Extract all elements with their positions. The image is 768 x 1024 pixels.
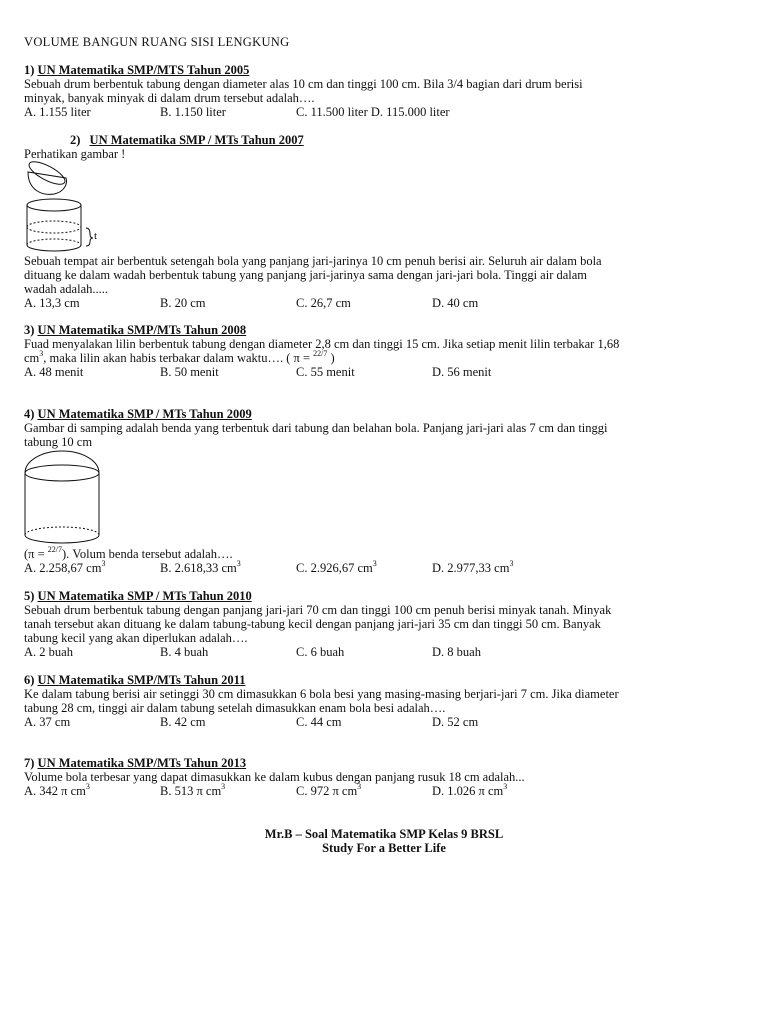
- question-2-header: [70, 133, 304, 147]
- pi-fraction: 22/7: [47, 544, 63, 554]
- question-7-option-b[interactable]: [160, 781, 226, 798]
- question-3-text-line2-body: , maka lilin akan habis terbakar dalam waktu…. ( π =: [43, 351, 314, 365]
- question-6-option-b[interactable]: B. 42 cm: [160, 715, 206, 729]
- question-4-text-after-body: ). Volum benda tersebut adalah….: [62, 547, 233, 561]
- question-6-option-a[interactable]: A. 37 cm: [24, 715, 71, 729]
- cylinder-hemisphere-figure: [24, 449, 102, 547]
- question-header-title: UN Matematika SMP / MTs Tahun 2009: [37, 407, 252, 421]
- unit-exponent: 3: [39, 348, 44, 358]
- question-7-text-line1: Volume bola terbesar yang dapat dimasukkan ke dalam kubus dengan panjang rusuk 18 cm adalah...: [24, 770, 525, 784]
- question-3-text-line1: Fuad menyalakan lilin berbentuk tabung dengan diameter 2,8 cm dan tinggi 15 cm. Jika setiap menit lilin terbakar 1,68: [24, 337, 620, 351]
- question-2-option-a[interactable]: A. 13,3 cm: [24, 296, 80, 310]
- question-4-option-d[interactable]: [432, 558, 514, 575]
- question-4-option-c[interactable]: [296, 558, 377, 575]
- pi-prefix: (π =: [24, 547, 48, 561]
- question-header-title: UN Matematika SMP/MTs Tahun 2011: [37, 673, 246, 687]
- option-text: A. 2.258,67 cm: [24, 561, 102, 575]
- unit-exponent: 3: [221, 781, 226, 791]
- page-title: VOLUME BANGUN RUANG SISI LENGKUNG: [24, 35, 290, 49]
- question-6-header-text: 6) UN Matematika SMP/MTs Tahun 2011: [24, 673, 246, 687]
- question-5-text-line1: Sebuah drum berbentuk tabung dengan panjang jari-jari 70 cm dan tinggi 100 cm penuh berisi minyak tanah. Minyak: [24, 603, 612, 617]
- option-text: C. 972 π cm: [296, 784, 358, 798]
- question-header-title: UN Matematika SMP / MTs Tahun 2010: [37, 589, 252, 603]
- cylinder-figure: [26, 197, 106, 255]
- question-3-text-line2-close: ): [327, 351, 335, 365]
- question-7-option-d[interactable]: [432, 781, 508, 798]
- option-text: D. 1.026 π cm: [432, 784, 504, 798]
- question-1-text-line2: minyak, banyak minyak di dalam drum tersebut adalah….: [24, 91, 315, 105]
- question-2-option-d[interactable]: D. 40 cm: [432, 296, 479, 310]
- unit-exponent: 3: [357, 781, 362, 791]
- question-1-header: [24, 63, 249, 77]
- unit-exponent: 3: [509, 558, 514, 568]
- question-7-option-a[interactable]: [24, 781, 90, 798]
- question-1-header-text: 1) UN Matematika SMP/MTS Tahun 2005: [24, 63, 250, 77]
- question-3-option-a[interactable]: A. 48 menit: [24, 365, 84, 379]
- question-1-option-c-d[interactable]: C. 11.500 liter D. 115.000 liter: [296, 105, 450, 119]
- unit-cm: cm: [24, 351, 40, 365]
- question-3-text-line2: [24, 348, 335, 365]
- option-text: A. 342 π cm: [24, 784, 86, 798]
- question-7-option-c[interactable]: [296, 781, 362, 798]
- question-header-title: UN Matematika SMP/MTs Tahun 2013: [37, 756, 247, 770]
- question-2-header-text: UN Matematika SMP / MTs Tahun 2007: [89, 133, 304, 147]
- question-3-option-d[interactable]: D. 56 menit: [432, 365, 492, 379]
- question-3-header-text: 3) UN Matematika SMP/MTs Tahun 2008: [24, 323, 247, 337]
- question-5-option-b[interactable]: B. 4 buah: [160, 645, 209, 659]
- question-1-option-a[interactable]: A. 1.155 liter: [24, 105, 91, 119]
- unit-exponent: 3: [236, 558, 241, 568]
- question-6-header: [24, 673, 245, 687]
- question-5-option-d[interactable]: D. 8 buah: [432, 645, 481, 659]
- question-3-option-c[interactable]: C. 55 menit: [296, 365, 355, 379]
- question-6-option-d[interactable]: D. 52 cm: [432, 715, 479, 729]
- hemisphere-figure: [24, 160, 70, 198]
- question-1-option-b[interactable]: B. 1.150 liter: [160, 105, 226, 119]
- question-7-header-text: 7) UN Matematika SMP/MTs Tahun 2013: [24, 756, 247, 770]
- question-5-option-a[interactable]: A. 2 buah: [24, 645, 73, 659]
- pi-fraction: 22/7: [313, 348, 328, 358]
- option-text: C. 2.926,67 cm: [296, 561, 373, 575]
- option-text: D. 2.977,33 cm: [432, 561, 510, 575]
- question-6-text-line1: Ke dalam tabung berisi air setinggi 30 cm dimasukkan 6 bola besi yang masing-masing berjari-jari 7 cm. Jika diameter: [24, 687, 619, 701]
- question-4-text-after: [24, 544, 233, 561]
- question-4-option-b[interactable]: [160, 558, 241, 575]
- question-5-text-line3: tabung kecil yang akan diperlukan adalah….: [24, 631, 248, 645]
- question-2-option-c[interactable]: C. 26,7 cm: [296, 296, 351, 310]
- question-2-text-line2: dituang ke dalam wadah berbentuk tabung yang panjang jari-jarinya sama dengan jari-jari bola. Tinggi air dalam: [24, 268, 588, 282]
- question-3-header: [24, 323, 246, 337]
- question-2-option-b[interactable]: B. 20 cm: [160, 296, 206, 310]
- question-5-header: [24, 589, 252, 603]
- question-3-option-b[interactable]: B. 50 menit: [160, 365, 219, 379]
- question-header-title: UN Matematika SMP/MTs Tahun 2008: [37, 323, 247, 337]
- question-5-text-line2: tanah tersebut akan dituang ke dalam tabung-tabung kecil dengan panjang jari-jari 35 cm dan tinggi 50 cm. Banyak: [24, 617, 601, 631]
- question-5-header-text: 5) UN Matematika SMP / MTs Tahun 2010: [24, 589, 252, 603]
- unit-exponent: 3: [85, 781, 90, 791]
- unit-exponent: 3: [101, 558, 106, 568]
- question-4-text-line2: tabung 10 cm: [24, 435, 93, 449]
- option-text: B. 2.618,33 cm: [160, 561, 237, 575]
- unit-exponent: 3: [372, 558, 377, 568]
- question-1-text-line1: Sebuah drum berbentuk tabung dengan diameter alas 10 cm dan tinggi 100 cm. Bila 3/4 bagian dari drum berisi: [24, 77, 583, 91]
- question-7-header: [24, 756, 246, 770]
- option-text: B. 513 π cm: [160, 784, 222, 798]
- height-label: t: [94, 230, 98, 242]
- question-6-option-c[interactable]: C. 44 cm: [296, 715, 342, 729]
- question-6-text-line2: tabung 28 cm, tinggi air dalam tabung setelah dimasukkan enam bola besi adalah….: [24, 701, 446, 715]
- footer-line1: Mr.B – Soal Matematika SMP Kelas 9 BRSL: [264, 827, 504, 841]
- footer-line2: Study For a Better Life: [322, 841, 446, 855]
- question-4-option-a[interactable]: [24, 558, 106, 575]
- question-2-text-line1: Sebuah tempat air berbentuk setengah bola yang panjang jari-jarinya 10 cm penuh berisi air. Seluruh air dalam bola: [24, 254, 602, 268]
- question-4-text-line1: Gambar di samping adalah benda yang terbentuk dari tabung dan belahan bola. Panjang jari-jari alas 7 cm dan tinggi: [24, 421, 608, 435]
- unit-exponent: 3: [503, 781, 508, 791]
- question-2-number: 2): [70, 133, 81, 147]
- question-5-option-c[interactable]: C. 6 buah: [296, 645, 345, 659]
- question-4-header-text: 4) UN Matematika SMP / MTs Tahun 2009: [24, 407, 252, 421]
- question-header-title: UN Matematika SMP/MTS Tahun 2005: [37, 63, 250, 77]
- question-2-text-line3: wadah adalah.....: [24, 282, 108, 296]
- question-2-intro: Perhatikan gambar !: [24, 147, 126, 161]
- question-4-header: [24, 407, 252, 421]
